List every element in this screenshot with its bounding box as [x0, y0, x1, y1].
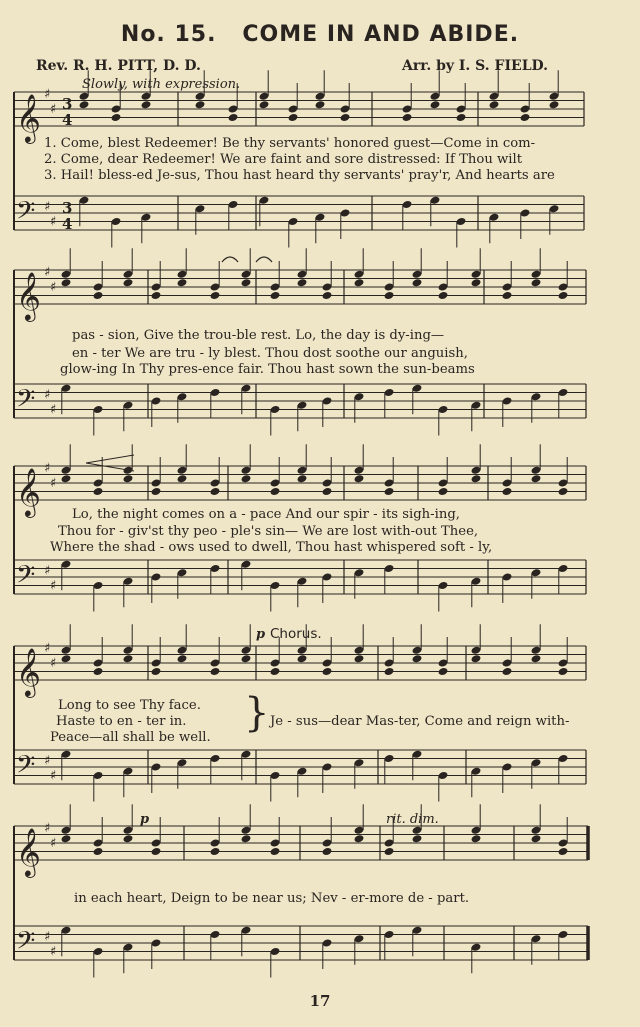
notehead [340, 113, 351, 122]
notehead [79, 100, 90, 109]
notehead [288, 113, 299, 122]
lyric-s2-v1: pas - sion, Give the trou-ble rest. Lo, the day is dy-ing— [72, 328, 445, 343]
notehead [241, 654, 252, 663]
time-sig-bottom: 4 [62, 215, 73, 233]
treble-clef: 𝄞 [16, 271, 41, 320]
notehead [438, 667, 449, 676]
lyric-s5: in each heart, Deign to be near us; Nev - er-more de - part. [74, 891, 470, 906]
notehead [259, 100, 270, 109]
dynamic-p: p [140, 812, 150, 827]
notehead [430, 100, 441, 109]
hymn-number: No. 15. [120, 22, 217, 47]
lyric-s1-v3: 3. Hail! bless-ed Je-sus, Thou hast heard thy servants' pray'r, And hearts are [44, 168, 555, 183]
sharp-sign: ♯ [50, 835, 57, 851]
notehead [297, 654, 308, 663]
crescendo-hairpin [86, 463, 134, 471]
notehead [384, 847, 395, 856]
chorus-label: Chorus. [270, 626, 322, 642]
notehead [531, 474, 542, 483]
time-sig-top: 3 [62, 95, 73, 113]
crescendo-hairpin [86, 455, 134, 463]
notehead [210, 667, 221, 676]
notehead [412, 278, 423, 287]
sharp-sign: ♯ [44, 461, 51, 476]
notehead [471, 654, 482, 663]
notehead [195, 100, 206, 109]
notehead [354, 474, 365, 483]
sharp-sign: ♯ [50, 101, 57, 117]
notehead [228, 113, 239, 122]
notehead [502, 487, 513, 496]
notehead [558, 291, 569, 300]
notehead [531, 834, 542, 843]
time-sig-top: 3 [62, 199, 73, 217]
notehead [354, 278, 365, 287]
sharp-sign: ♯ [50, 214, 57, 230]
sharp-sign: ♯ [44, 821, 51, 836]
time-sig-bottom: 4 [62, 111, 73, 129]
notehead [549, 100, 560, 109]
sharp-sign: ♯ [50, 655, 57, 671]
notehead [402, 113, 413, 122]
bass-clef: 𝄢 [16, 384, 36, 420]
sharp-sign: ♯ [50, 279, 57, 295]
notehead [322, 291, 333, 300]
fermata [256, 257, 272, 262]
sharp-sign: ♯ [50, 578, 57, 594]
notehead [297, 278, 308, 287]
hymn-title-text: COME IN AND ABIDE. [242, 22, 520, 47]
notehead [558, 847, 569, 856]
sharp-sign: ♯ [50, 944, 57, 960]
sharp-sign: ♯ [44, 563, 51, 579]
notehead [270, 847, 281, 856]
notehead [123, 278, 134, 287]
notehead [384, 487, 395, 496]
notehead [61, 834, 72, 843]
notehead [354, 834, 365, 843]
notehead [111, 113, 122, 122]
notehead [123, 474, 134, 483]
notehead [354, 654, 365, 663]
notehead [384, 667, 395, 676]
notehead [531, 278, 542, 287]
notehead [471, 474, 482, 483]
lyric-s2-v2: en - ter We are tru - ly blest. Thou dost soothe our anguish, [72, 346, 468, 361]
notehead [456, 113, 467, 122]
sharp-sign: ♯ [44, 265, 51, 280]
notehead [270, 667, 281, 676]
notehead [61, 474, 72, 483]
notehead [151, 487, 162, 496]
chorus-lyric: Je - sus—dear Mas-ter, Come and reign with- [270, 714, 570, 729]
treble-clef: 𝄞 [16, 647, 41, 696]
treble-clef: 𝄞 [16, 467, 41, 516]
notehead [322, 847, 333, 856]
lyric-s4-v1: Long to see Thy face. [58, 698, 201, 713]
notehead [177, 654, 188, 663]
tempo-marking: Slowly, with expression. [82, 77, 241, 92]
notehead [93, 847, 104, 856]
notehead [177, 278, 188, 287]
treble-clef: 𝄞 [16, 93, 41, 142]
notehead [61, 278, 72, 287]
lyric-s1-v1: 1. Come, blest Redeemer! Be thy servants' honored guest—Come in com- [44, 136, 536, 151]
sharp-sign: ♯ [44, 87, 51, 102]
page-number: 17 [309, 992, 331, 1010]
chorus-dynamic: p [256, 627, 266, 642]
bass-clef: 𝄢 [16, 196, 36, 232]
lyric-s4-v3: Peace—all shall be well. [50, 730, 211, 745]
notehead [520, 113, 531, 122]
bass-clef: 𝄢 [16, 750, 36, 786]
notehead [471, 278, 482, 287]
notehead [322, 667, 333, 676]
notehead [270, 487, 281, 496]
notehead [151, 847, 162, 856]
notehead [151, 291, 162, 300]
notehead [502, 667, 513, 676]
bass-clef: 𝄢 [16, 560, 36, 596]
notehead [558, 487, 569, 496]
notehead [210, 487, 221, 496]
notehead [241, 474, 252, 483]
lyric-s1-v2: 2. Come, dear Redeemer! We are faint and sore distressed: If Thou wilt [44, 152, 523, 167]
notehead [322, 487, 333, 496]
lyric-s3-v1: Lo, the night comes on a - pace And our spir - its sigh-ing, [72, 507, 460, 522]
sharp-sign: ♯ [44, 929, 51, 945]
sharp-sign: ♯ [50, 475, 57, 491]
notehead [241, 278, 252, 287]
notehead [241, 834, 252, 843]
notehead [123, 834, 134, 843]
lyric-s2-v3: glow-ing In Thy pres-ence fair. Thou hast sown the sun-beams [60, 362, 475, 377]
notehead [315, 100, 326, 109]
notehead [438, 487, 449, 496]
notehead [61, 654, 72, 663]
lyric-s3-v2: Thou for - giv'st thy peo - ple's sin— We are lost with-out Thee, [58, 524, 479, 539]
notehead [297, 474, 308, 483]
notehead [438, 291, 449, 300]
notehead [489, 100, 500, 109]
author-credit: Rev. R. H. PITT, D. D. [36, 58, 201, 74]
notehead [471, 834, 482, 843]
treble-clef: 𝄞 [16, 827, 41, 876]
notehead [502, 291, 513, 300]
notehead [210, 291, 221, 300]
sharp-sign: ♯ [44, 387, 51, 403]
arranger-credit: Arr. by I. S. FIELD. [402, 58, 549, 74]
sharp-sign: ♯ [50, 768, 57, 784]
rit-dim-marking: rit. dim. [386, 812, 439, 827]
sharp-sign: ♯ [44, 753, 51, 769]
lyric-s3-v3: Where the shad - ows used to dwell, Thou hast whispered soft - ly, [50, 540, 493, 555]
lyric-s4-v2: Haste to en - ter in. [56, 714, 187, 729]
bass-clef: 𝄢 [16, 926, 36, 962]
notehead [177, 474, 188, 483]
sharp-sign: ♯ [44, 199, 51, 215]
notehead [531, 654, 542, 663]
verse-brace: } [244, 690, 270, 736]
notehead [93, 291, 104, 300]
notehead [93, 487, 104, 496]
notehead [210, 847, 221, 856]
notehead [93, 667, 104, 676]
sharp-sign: ♯ [44, 641, 51, 656]
fermata [222, 257, 238, 262]
notehead [412, 654, 423, 663]
notehead [141, 100, 152, 109]
notehead [270, 291, 281, 300]
notehead [151, 667, 162, 676]
notehead [123, 654, 134, 663]
notehead [558, 667, 569, 676]
sharp-sign: ♯ [50, 402, 57, 418]
notehead [412, 834, 423, 843]
notehead [384, 291, 395, 300]
